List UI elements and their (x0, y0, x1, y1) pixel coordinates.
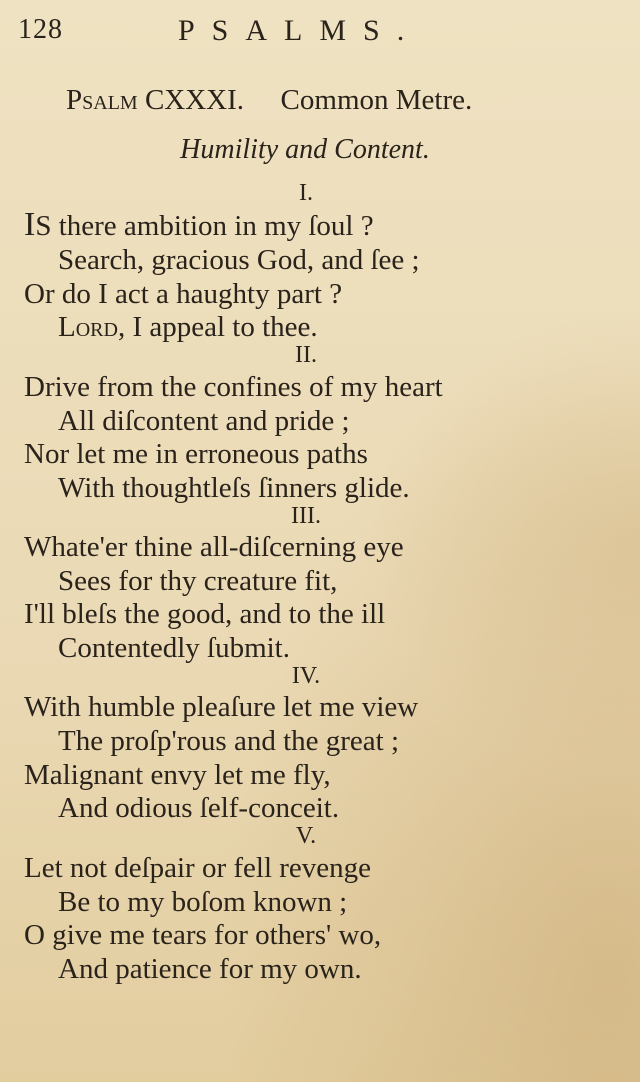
stanza-number: V. (295, 823, 317, 849)
verse-line: And patience for my own. (58, 953, 362, 985)
small-caps-word: Lord (58, 311, 118, 343)
verse-line: With thoughtleſs ſinners glide. (58, 472, 410, 504)
verse-line: Search, gracious God, and ſee ; (58, 244, 420, 276)
verse-line (58, 310, 318, 344)
verse-line: With humble pleaſure let me view (24, 691, 419, 723)
stanza-number: II. (295, 342, 317, 368)
running-head: PSALMS. (178, 14, 422, 47)
verse-line (24, 208, 374, 243)
verse-line: Malignant envy let me fly, (24, 759, 331, 791)
verse-line: Nor let me in erroneous paths (24, 438, 368, 470)
psalm-label: Psalm (66, 84, 138, 116)
verse-line: Let not deſpair or fell revenge (24, 852, 372, 884)
verse-line: Contentedly ſubmit. (58, 632, 290, 664)
verse-line: All diſcontent and pride ; (58, 405, 350, 437)
verse-line: Be to my boſom known ; (58, 886, 348, 918)
drop-cap: I (24, 206, 36, 243)
verse-line: Sees for thy creature fit, (58, 565, 338, 597)
stanza-number: IV. (291, 663, 321, 689)
stanza-number: I. (299, 180, 313, 206)
verse-line: I'll bleſs the good, and to the ill (24, 598, 386, 630)
verse-line: And odious ſelf-conceit. (58, 792, 340, 824)
verse-line: Drive from the confines of my heart (24, 371, 443, 403)
psalm-number: CXXXI. (144, 84, 245, 116)
verse-line: The proſp'rous and the great ; (58, 725, 400, 757)
verse-line: O give me tears for others' wo, (24, 919, 382, 951)
verse-line: Whate'er thine all-diſcerning eye (24, 531, 404, 563)
page-number: 128 (18, 14, 63, 45)
psalm-metre: Common Metre. (280, 84, 473, 116)
verse-line-text: S there ambition in my ſoul ? (35, 210, 374, 242)
stanza-number: III. (291, 503, 321, 529)
verse-line: Or do I act a haughty part ? (24, 278, 343, 310)
psalm-subtitle: Humility and Content. (180, 134, 430, 165)
psalm-title (66, 84, 566, 117)
verse-line-text: , I appeal to thee. (117, 311, 318, 343)
